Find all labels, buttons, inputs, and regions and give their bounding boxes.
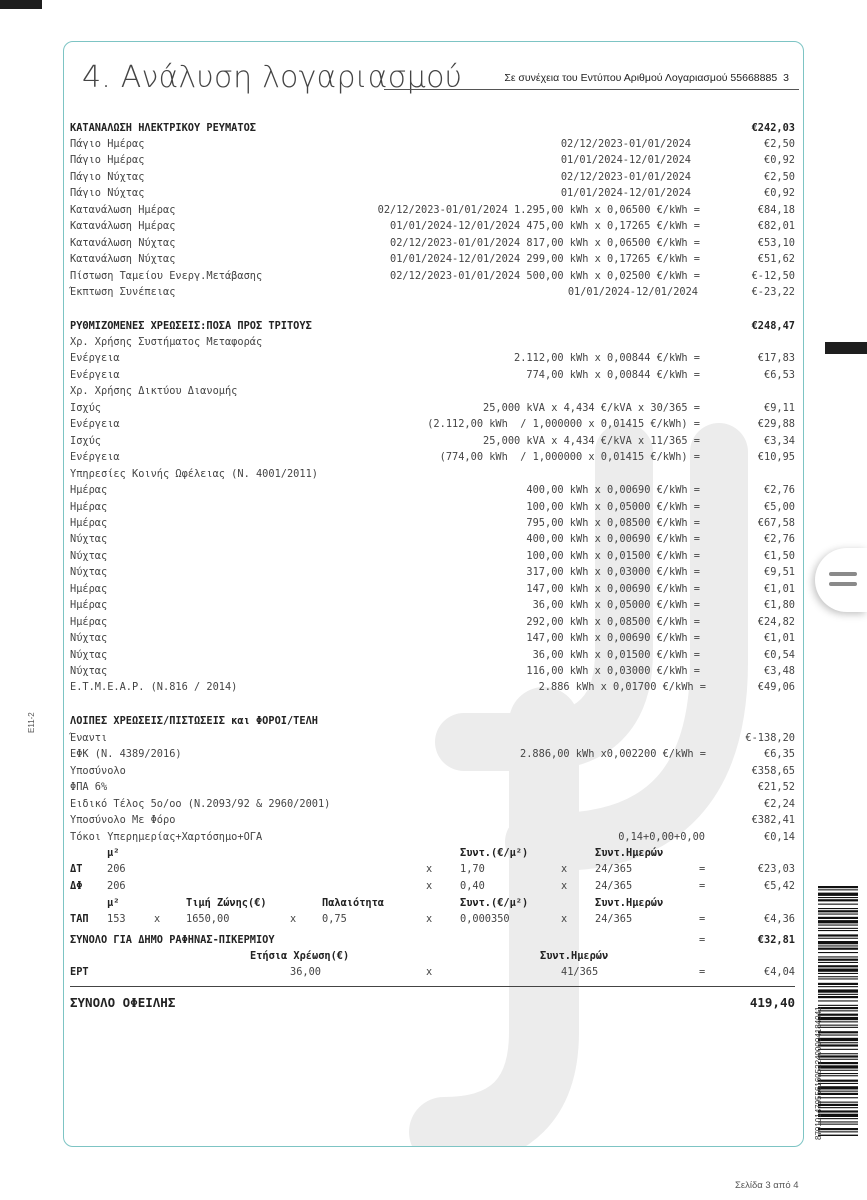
barcode-bar xyxy=(818,1131,858,1132)
line-label: Ισχύς xyxy=(70,434,101,447)
line-amount: €67,58 xyxy=(757,516,795,529)
line-calc: 100,00 kWh x 0,01500 €/kWh = xyxy=(526,549,700,562)
line-calc: 36,00 kWh x 0,01500 €/kWh = xyxy=(532,648,700,661)
municipal-row-label: ΔΤ xyxy=(70,863,83,875)
barcode-bar xyxy=(818,914,858,915)
barcode-bar xyxy=(818,1021,858,1022)
barcode-bar xyxy=(818,1042,858,1043)
barcode-bar xyxy=(818,886,858,888)
barcode-bar xyxy=(818,1031,858,1033)
line-calc: 01/01/2024-12/01/2024 xyxy=(560,187,691,200)
line-label: Πάγιο Νύχτας xyxy=(70,170,145,183)
line-label: Ημέρας xyxy=(70,599,108,612)
line-label: Ημέρας xyxy=(70,516,108,529)
line-label: Ημέρας xyxy=(70,484,108,497)
barcode-bar xyxy=(818,1065,858,1068)
municipal-row-rate: 1,70 xyxy=(460,863,485,875)
barcode-bar xyxy=(818,952,858,953)
barcode-bar xyxy=(818,930,858,931)
barcode-bar xyxy=(818,973,858,974)
barcode-bar xyxy=(818,1053,858,1054)
line-amount: €0,92 xyxy=(764,154,795,167)
line-label: Υπηρεσίες Κοινής Ωφέλειας (Ν. 4001/2011) xyxy=(70,467,318,480)
side-print-mark xyxy=(825,342,867,354)
barcode-bar xyxy=(818,978,858,979)
municipal-row-m2: 206 xyxy=(107,880,126,892)
grand-total-amount: 419,40 xyxy=(749,995,795,1010)
line-amount: €382,41 xyxy=(751,814,795,827)
barcode-bar xyxy=(818,948,858,950)
line-calc: 2.112,00 kWh x 0,00844 €/kWh = xyxy=(514,352,700,365)
line-calc: 292,00 kWh x 0,08500 €/kWh = xyxy=(526,615,700,628)
line-calc: 02/12/2023-01/01/2024 xyxy=(560,170,691,183)
municipal-row-days: 24/365 xyxy=(595,880,633,892)
barcode-bar xyxy=(818,986,858,987)
municipal-row-label: ΔΦ xyxy=(70,880,83,892)
line-calc: 2.886,00 kWh x0,002200 €/kWh = xyxy=(520,748,706,761)
barcode-bar xyxy=(818,1070,858,1071)
line-label: ΕΦΚ (Ν. 4389/2016) xyxy=(70,748,182,761)
line-calc: 400,00 kWh x 0,00690 €/kWh = xyxy=(526,533,700,546)
barcode-bar xyxy=(818,1110,858,1112)
line-label: Χρ. Χρήσης Δικτύου Διανομής xyxy=(70,385,238,398)
municipal-total-amount: €32,81 xyxy=(757,934,795,946)
barcode-bar xyxy=(818,1049,858,1050)
line-amount: €1,01 xyxy=(764,582,795,595)
barcode-bar xyxy=(818,1083,858,1084)
line-amount: €9,11 xyxy=(764,401,795,414)
line-amount: €53,10 xyxy=(757,236,795,249)
barcode-bar xyxy=(818,928,858,929)
menu-icon xyxy=(829,572,857,576)
line-calc: 01/01/2024-12/01/2024 xyxy=(567,286,698,299)
tap-head-m2: μ² xyxy=(107,897,120,909)
ert-head-annual: Ετήσια Χρέωση(€) xyxy=(250,950,350,962)
line-amount: €82,01 xyxy=(757,220,795,233)
line-calc: (2.112,00 kWh / 1,000000 x 0,01415 €/kWh) = xyxy=(427,418,700,431)
barcode-bar xyxy=(818,1005,858,1006)
line-calc: 147,00 kWh x 0,00690 €/kWh = xyxy=(526,582,700,595)
line-amount: €2,76 xyxy=(764,533,795,546)
menu-tab-button[interactable] xyxy=(815,548,867,612)
ert-head-days: Συντ.Ημερών xyxy=(540,950,609,962)
barcode-bar xyxy=(818,920,858,923)
line-amount: €51,62 xyxy=(757,253,795,266)
menu-icon-bar xyxy=(829,582,857,586)
barcode-bar xyxy=(818,965,858,967)
municipal-row-amount: €5,42 xyxy=(764,880,795,892)
line-amount: €3,48 xyxy=(764,665,795,677)
line-calc: 0,14+0,00+0,00 xyxy=(618,830,705,843)
line-amount: €2,50 xyxy=(764,138,795,150)
barcode-bar xyxy=(818,1035,858,1036)
line-label: Ενέργεια xyxy=(70,352,120,365)
line-amount: €2,24 xyxy=(764,797,795,810)
barcode-bar xyxy=(818,1124,858,1125)
barcode-bar xyxy=(818,1121,858,1122)
barcode-bar xyxy=(818,1075,858,1076)
header-divider xyxy=(384,89,799,90)
ert-eq: = xyxy=(699,966,706,978)
line-label: Νύχτας xyxy=(70,549,108,562)
corner-print-mark xyxy=(0,0,42,9)
line-amount: €2,50 xyxy=(764,170,795,183)
barcode-bar xyxy=(818,962,858,963)
municipal-row-x1: x xyxy=(426,880,433,892)
barcode-bar xyxy=(818,941,858,944)
municipal-head-m2: μ² xyxy=(107,847,120,859)
barcode-bar xyxy=(818,1104,858,1106)
barcode-bar xyxy=(818,983,858,985)
line-amount: €0,54 xyxy=(764,648,795,661)
tap-head-age: Παλαιότητα xyxy=(322,897,384,909)
line-amount: €1,80 xyxy=(764,599,795,612)
tap-days: 24/365 xyxy=(595,913,633,925)
barcode-bar xyxy=(818,1055,858,1057)
line-label: Υποσύνολο xyxy=(70,764,126,777)
barcode-bar xyxy=(818,1025,858,1026)
line-label: Πίστωση Ταμείου Ενεργ.Μετάβασης xyxy=(70,269,263,282)
line-label: Πάγιο Νύχτας xyxy=(70,187,145,200)
line-label: Κατανάλωση Ημέρας xyxy=(70,203,176,216)
barcode-bar xyxy=(818,904,858,905)
line-calc: 100,00 kWh x 0,05000 €/kWh = xyxy=(526,500,700,513)
barcode-bar xyxy=(818,959,858,961)
line-calc: 25,000 kVA x 4,434 €/kVA x 30/365 = xyxy=(483,401,700,414)
line-label: Κατανάλωση Νύχτας xyxy=(70,253,176,266)
tap-x0: x xyxy=(154,913,161,925)
barcode-bar xyxy=(818,956,858,957)
barcode-bar xyxy=(818,1073,858,1074)
barcode-bar xyxy=(818,1128,858,1130)
line-label: Έναντι xyxy=(70,732,108,744)
ert-x: x xyxy=(426,966,433,978)
line-label: Ενέργεια xyxy=(70,418,120,431)
tap-m2: 153 xyxy=(107,913,126,925)
tap-rate: 0,000350 xyxy=(460,913,510,925)
barcode-bar xyxy=(818,994,858,995)
line-calc: 317,00 kWh x 0,03000 €/kWh = xyxy=(526,566,700,579)
line-calc: 01/01/2024-12/01/2024 299,00 kWh x 0,17265 €/kWh = xyxy=(390,253,700,266)
line-label: Ειδικό Τέλος 5ο/οο (Ν.2093/92 & 2960/2001) xyxy=(70,797,331,810)
line-label: Ενέργεια xyxy=(70,368,120,381)
municipal-total-eq: = xyxy=(699,934,706,946)
municipal-total-label: ΣΥΝΟΛΟ ΓΙΑ ΔΗΜΟ ΡΑΦΗΝΑΣ-ΠΙΚΕΡΜΙΟΥ xyxy=(70,934,275,946)
municipal-row-eq: = xyxy=(699,863,706,875)
line-label: Ε.Τ.Μ.Ε.Α.Ρ. (Ν.816 / 2014) xyxy=(70,681,238,694)
tap-head-days: Συντ.Ημερών xyxy=(595,897,664,909)
barcode-bar xyxy=(818,1093,858,1095)
line-label: Ισχύς xyxy=(70,401,101,414)
page-title: 4. Ανάλυση λογαριασμού xyxy=(82,60,463,95)
barcode-bar xyxy=(818,899,858,901)
line-amount: €17,83 xyxy=(757,352,795,365)
barcode-bar xyxy=(818,1059,858,1060)
barcode-bar xyxy=(818,908,858,909)
line-label: Ημέρας xyxy=(70,615,108,628)
tap-x1: x xyxy=(290,913,297,925)
line-amount: €24,82 xyxy=(757,615,795,628)
line-amount: €3,34 xyxy=(764,434,795,447)
barcode xyxy=(818,886,858,1136)
line-amount: €0,92 xyxy=(764,187,795,200)
line-amount: €-12,50 xyxy=(751,269,795,282)
barcode-bar xyxy=(818,1010,858,1011)
line-calc: 02/12/2023-01/01/2024 500,00 kWh x 0,02500 €/kWh = xyxy=(390,269,700,282)
line-label: Ημέρας xyxy=(70,500,108,513)
section-title: ΚΑΤΑΝΑΛΩΣΗ ΗΛΕΚΤΡΙΚΟΥ ΡΕΥΜΑΤΟΣ xyxy=(70,122,256,134)
barcode-bar xyxy=(818,1097,858,1098)
barcode-bar xyxy=(818,1027,858,1028)
barcode-bar xyxy=(818,976,858,977)
line-calc: 116,00 kWh x 0,03000 €/kWh = xyxy=(526,665,700,677)
barcode-bar xyxy=(818,989,858,992)
line-calc: 774,00 kWh x 0,00844 €/kWh = xyxy=(526,368,700,381)
line-amount: €-138,20 xyxy=(745,732,795,744)
tap-label: ΤΑΠ xyxy=(70,913,89,925)
line-label: Κατανάλωση Νύχτας xyxy=(70,236,176,249)
grand-total-label: ΣΥΝΟΛΟ ΟΦΕΙΛΗΣ xyxy=(70,995,176,1010)
line-calc: 400,00 kWh x 0,00690 €/kWh = xyxy=(526,484,700,497)
line-label: Νύχτας xyxy=(70,632,108,645)
line-amount: €10,95 xyxy=(757,451,795,464)
page-number: Σελίδα 3 από 4 xyxy=(735,1180,799,1191)
line-label: ΦΠΑ 6% xyxy=(70,781,108,794)
line-calc: 01/01/2024-12/01/2024 xyxy=(560,154,691,167)
ert-days: 41/365 xyxy=(561,966,599,978)
line-amount: €-23,22 xyxy=(751,286,795,299)
tap-age: 0,75 xyxy=(322,913,347,925)
barcode-bar xyxy=(818,938,858,939)
barcode-bar xyxy=(818,897,858,898)
barcode-bar xyxy=(818,969,858,972)
line-label: Υποσύνολο Με Φόρο xyxy=(70,814,176,827)
barcode-bar xyxy=(818,917,858,919)
line-amount: €6,53 xyxy=(764,368,795,381)
municipal-row-days: 24/365 xyxy=(595,863,633,875)
line-label: Νύχτας xyxy=(70,665,108,677)
municipal-row-rate: 0,40 xyxy=(460,880,485,892)
barcode-bar xyxy=(818,1102,858,1103)
barcode-bar xyxy=(818,1091,858,1092)
line-label: Χρ. Χρήσης Συστήματος Μεταφοράς xyxy=(70,336,263,348)
municipal-row-x2: x xyxy=(561,880,568,892)
line-amount: €0,14 xyxy=(764,830,795,843)
barcode-bar xyxy=(818,925,858,926)
tap-x3: x xyxy=(561,913,568,925)
line-label: Ημέρας xyxy=(70,582,108,595)
barcode-bar xyxy=(818,1007,858,1009)
side-code: E11-2 xyxy=(27,712,36,733)
barcode-bar xyxy=(818,1062,858,1064)
line-amount: €49,06 xyxy=(757,681,795,694)
line-label: Νύχτας xyxy=(70,566,108,579)
barcode-bar xyxy=(818,1044,858,1046)
barcode-bar xyxy=(818,996,858,998)
tap-head-rate: Συντ.(€/μ²) xyxy=(460,897,529,909)
tap-eq: = xyxy=(699,913,706,925)
barcode-bar xyxy=(818,889,858,890)
line-calc: 01/01/2024-12/01/2024 475,00 kWh x 0,17265 €/kWh = xyxy=(390,220,700,233)
barcode-bar xyxy=(818,893,858,896)
line-amount: €1,50 xyxy=(764,549,795,562)
municipal-head-rate: Συντ.(€/μ²) xyxy=(460,847,529,859)
total-divider xyxy=(70,986,795,987)
line-label: Νύχτας xyxy=(70,533,108,546)
section-title: ΡΥΘΜΙΖΟΜΕΝΕΣ ΧΡΕΩΣΕΙΣ:ΠΟΣΑ ΠΡΟΣ ΤΡΙΤΟΥΣ xyxy=(70,320,312,332)
tap-amount: €4,36 xyxy=(764,913,795,925)
section-total: €248,47 xyxy=(751,320,795,332)
tap-x2: x xyxy=(426,913,433,925)
line-amount: €358,65 xyxy=(751,764,795,777)
statement-frame xyxy=(63,41,804,1147)
section-title: ΛΟΙΠΕΣ ΧΡΕΩΣΕΙΣ/ΠΙΣΤΩΣΕΙΣ και ΦΟΡΟΙ/ΤΕΛΗ xyxy=(70,715,318,727)
barcode-bar xyxy=(818,945,858,946)
municipal-row-m2: 206 xyxy=(107,863,126,875)
line-amount: €29,88 xyxy=(757,418,795,431)
section-total: €242,03 xyxy=(751,122,795,134)
municipal-row-x2: x xyxy=(561,863,568,875)
barcode-number: 870101479556160522400004184041 xyxy=(814,1006,823,1140)
line-label: Κατανάλωση Ημέρας xyxy=(70,220,176,233)
barcode-bar xyxy=(818,1107,858,1108)
line-amount: €1,01 xyxy=(764,632,795,645)
line-amount: €9,51 xyxy=(764,566,795,579)
line-label: Πάγιο Ημέρας xyxy=(70,154,145,167)
line-amount: €21,52 xyxy=(757,781,795,794)
line-calc: (774,00 kWh / 1,000000 x 0,01415 €/kWh) = xyxy=(439,451,700,464)
municipal-head-days: Συντ.Ημερών xyxy=(595,847,664,859)
line-calc: 25,000 kVA x 4,434 €/kVA x 11/365 = xyxy=(483,434,700,447)
line-calc: 02/12/2023-01/01/2024 xyxy=(560,138,691,150)
ert-amount: €4,04 xyxy=(764,966,795,978)
barcode-bar xyxy=(818,910,858,912)
tap-zone: 1650,00 xyxy=(186,913,230,925)
line-amount: €84,18 xyxy=(757,203,795,216)
line-label: Έκπτωση Συνέπειας xyxy=(70,286,176,299)
barcode-bar xyxy=(818,1114,858,1117)
tap-head-zone: Τιμή Ζώνης(€) xyxy=(186,897,267,909)
line-amount: €5,00 xyxy=(764,500,795,513)
line-calc: 02/12/2023-01/01/2024 817,00 kWh x 0,06500 €/kWh = xyxy=(390,236,700,249)
municipal-row-eq: = xyxy=(699,880,706,892)
municipal-row-x1: x xyxy=(426,863,433,875)
line-label: Τόκοι Υπερημερίας+Χαρτόσημο+ΟΓΑ xyxy=(70,830,263,843)
line-amount: €2,76 xyxy=(764,484,795,497)
municipal-row-amount: €23,03 xyxy=(757,863,795,875)
barcode-bar xyxy=(818,1086,858,1089)
barcode-bar xyxy=(818,1038,858,1041)
line-calc: 2.886 kWh x 0,01700 €/kWh = xyxy=(538,681,706,694)
account-reference xyxy=(498,72,789,84)
barcode-bar xyxy=(818,1014,858,1016)
line-label: Πάγιο Ημέρας xyxy=(70,138,145,150)
barcode-bar xyxy=(818,1135,858,1136)
line-calc: 02/12/2023-01/01/2024 1.295,00 kWh x 0,06500 €/kWh = xyxy=(377,203,700,216)
barcode-bar xyxy=(818,1017,858,1020)
line-amount: €6,35 xyxy=(764,748,795,761)
barcode-bar xyxy=(818,1000,858,1001)
line-calc: 36,00 kWh x 0,05000 €/kWh = xyxy=(532,599,700,612)
barcode-bar xyxy=(818,1118,858,1119)
account-reference-text: Σε συνέχεια του Εντύπου Αριθμού Λογαριασμού 55668885 xyxy=(504,72,778,84)
ert-annual: 36,00 xyxy=(290,966,321,978)
line-label: Ενέργεια xyxy=(70,451,120,464)
line-calc: 147,00 kWh x 0,00690 €/kWh = xyxy=(526,632,700,645)
barcode-bar xyxy=(818,1080,858,1082)
line-label: Νύχτας xyxy=(70,648,108,661)
account-reference-page: 3 xyxy=(783,72,789,84)
barcode-bar xyxy=(818,934,858,936)
ert-label: ΕΡΤ xyxy=(70,966,89,978)
line-calc: 795,00 kWh x 0,08500 €/kWh = xyxy=(526,516,700,529)
